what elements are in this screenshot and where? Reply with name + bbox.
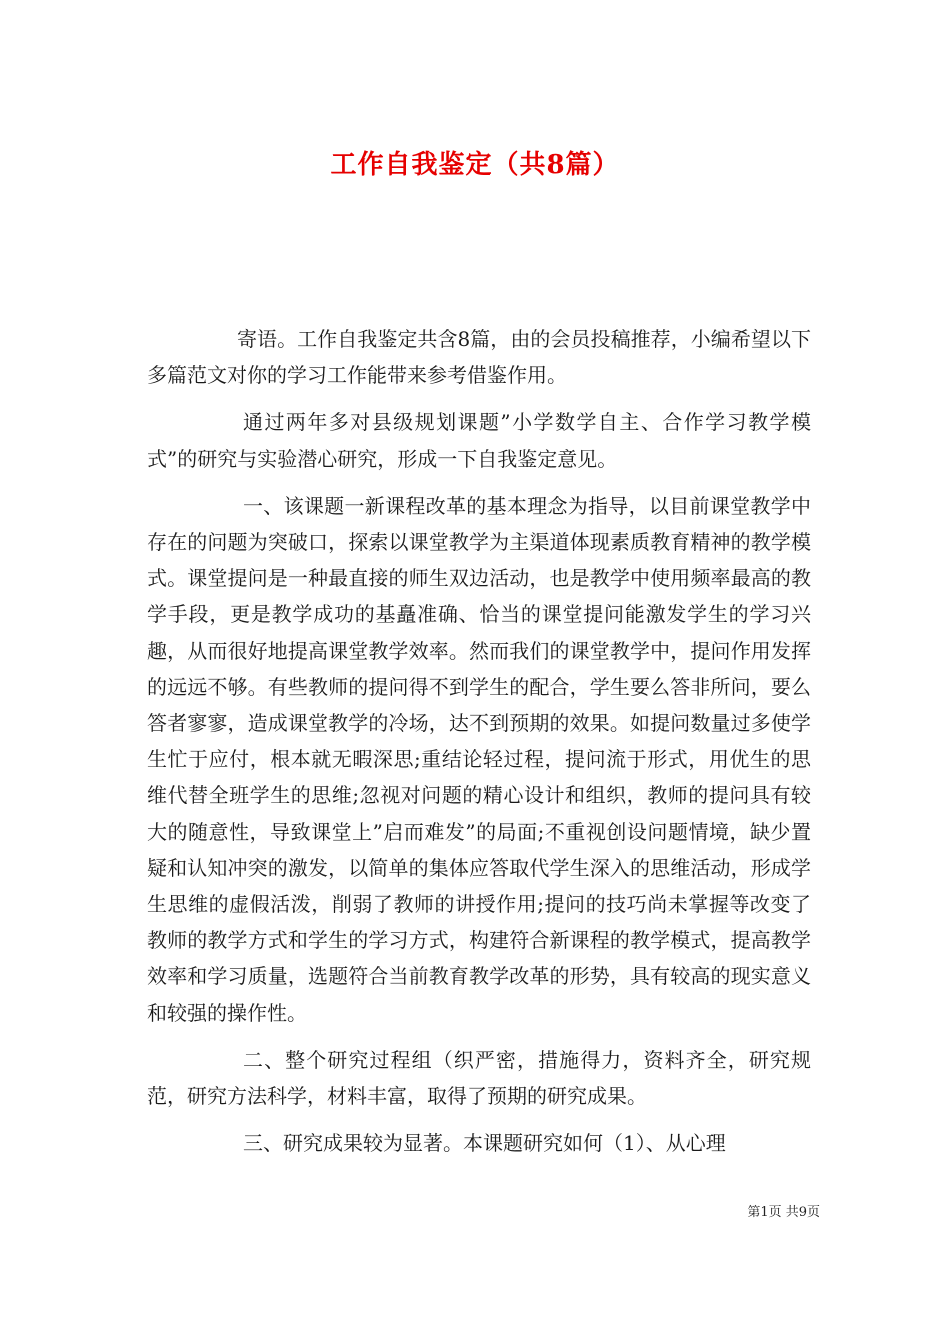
paragraph-section-three: 三、研究成果较为显著。本课题研究如何（1）、从心理: [243, 1131, 726, 1156]
paragraph-research-statement: 通过两年多对县级规划课题”小学数学自主、合作学习教学模式”的研究与实验潜心研究，形成一下自我鉴定意见。: [147, 410, 811, 471]
document-body: [147, 321, 811, 1172]
paragraph-section-one: 一、该课题一新课程改革的基本理念为指导，以目前课堂教学中存在的问题为突破口，探索以课堂教学为主渠道体现素质教育精神的教学模式。课堂提问是一种最直接的师生双边活动，也是教学中使用频率最高的教学手段，更是教学成功的基矗准确、恰当的课堂提问能激发学生的学习兴趣，从而很好地提高课堂教学效率。然而我们的课堂教学中，提问作用发挥的远远不够。有些教师的提问得不到学生的配合，学生要么答非所问，要么答者寥寥，造成课堂教学的冷场，达不到预期的效果。如提问数量过多使学生忙于应付，根本就无暇深思;重结论轻过程，提问流于形式，用优生的思维代替全班学生的思维;忽视对问题的精心设计和组织，教师的提问具有较大的随意性，导致课堂上”启而难发”的局面;不重视创设问题情境，缺少置疑和认知冲突的激发，以简单的集体应答取代学生深入的思维活动，形成学生思维的虚假活泼，削弱了教师的讲授作用;提问的技巧尚未掌握等改变了教师的教学方式和学生的学习方式，构建符合新课程的教学模式，提高教学效率和学习质量，选题符合当前教育教学改革的形势，具有较高的现实意义和较强的操作性。: [147, 493, 811, 1025]
paragraph-section-two: 二、整个研究过程组（织严密，措施得力，资料齐全，研究规范，研究方法科学，材料丰富，取得了预期的研究成果。: [147, 1047, 811, 1109]
page-number: 第1页 共9页: [747, 1205, 820, 1220]
document-title: 工作自我鉴定（共8篇）: [330, 150, 620, 181]
paragraph-intro: 寄语。工作自我鉴定共含8篇，由的会员投稿推荐，小编希望以下多篇范文对你的学习工作能带来参考借鉴作用。: [147, 327, 811, 388]
